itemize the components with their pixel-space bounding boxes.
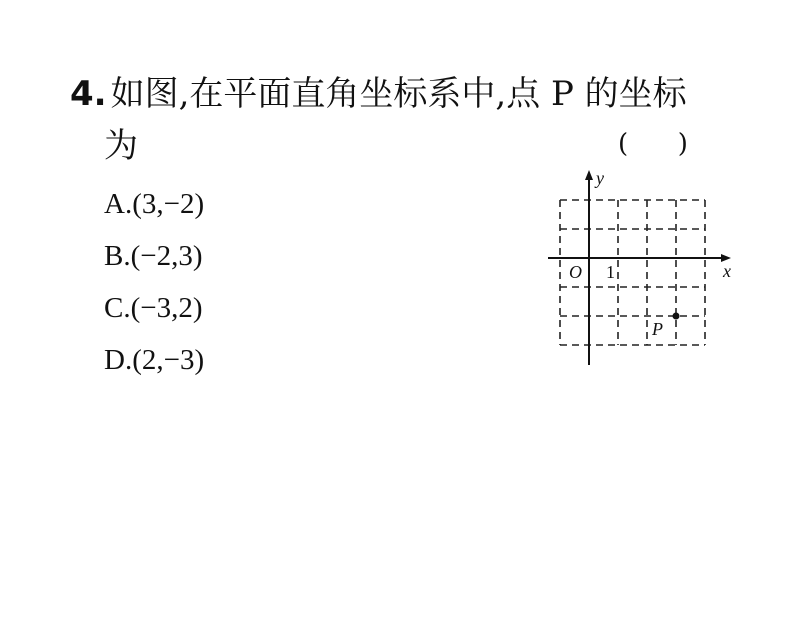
option-b[interactable] (104, 230, 204, 282)
y-axis-label: y (596, 168, 604, 188)
option-c[interactable] (104, 282, 204, 334)
point-p-label: P (652, 319, 663, 339)
question-stem-line-1 (70, 72, 750, 116)
unit-tick-label: 1 (606, 262, 615, 282)
question-block (70, 72, 750, 376)
point-p-marker (673, 313, 680, 320)
option-letter: D. (104, 344, 133, 376)
option-text: (3,−2) (132, 188, 205, 220)
option-letter: C. (104, 292, 131, 324)
answer-blank: ( ) (618, 129, 688, 159)
question-stem-line-2: 为 (104, 126, 138, 166)
options-list (104, 178, 204, 386)
option-letter: A. (104, 188, 133, 220)
option-letter: B. (104, 240, 131, 272)
option-text: (2,−3) (132, 344, 205, 376)
question-stem-text: 如图,在平面直角坐标系中,点 P 的坐标 (110, 74, 687, 114)
coordinate-plane (540, 160, 740, 375)
option-a[interactable] (104, 178, 204, 230)
option-d[interactable] (104, 334, 204, 386)
option-text: (−2,3) (130, 240, 203, 272)
question-number: 4. (70, 74, 107, 114)
x-axis-label: x (723, 261, 731, 281)
option-text: (−3,2) (130, 292, 203, 324)
coordinate-figure (540, 160, 740, 379)
y-axis-arrow (585, 170, 593, 180)
origin-label: O (569, 262, 582, 282)
